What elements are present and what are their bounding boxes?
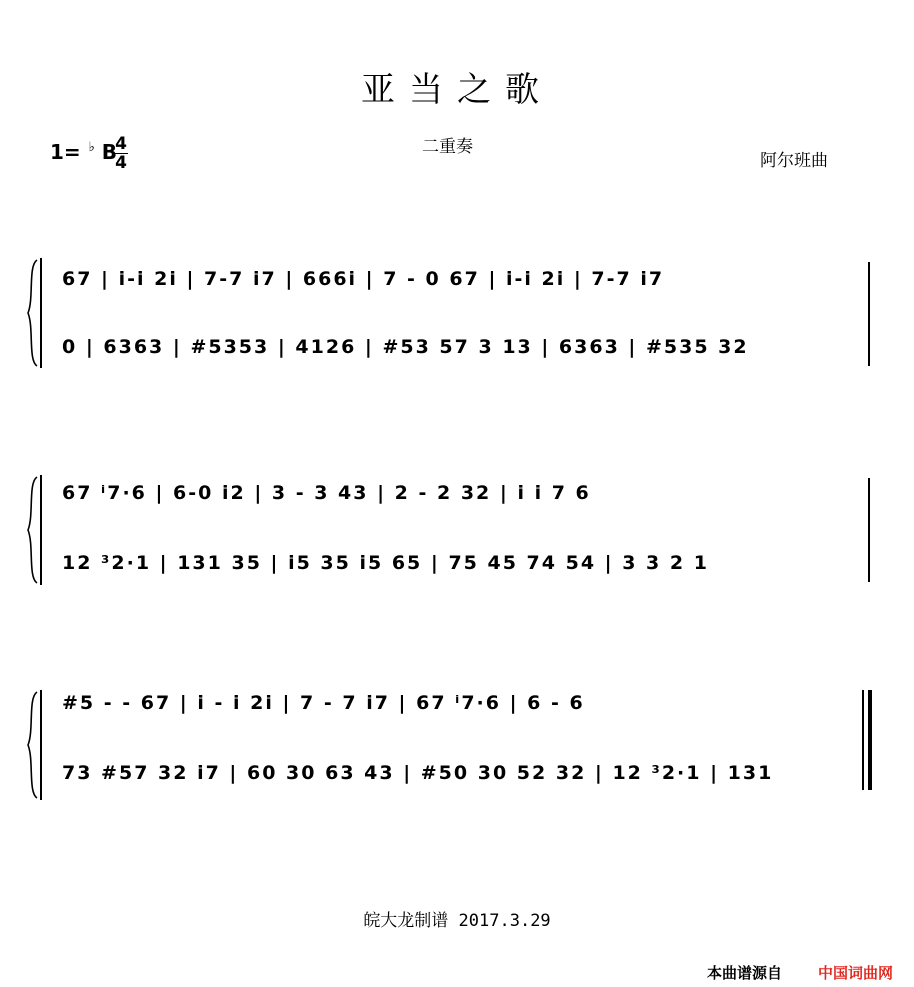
lower-notes: 0 | 6363 | #5353 | 4126 | #53 57 3 13 | 6363 | #535 32: [62, 336, 749, 358]
upper-notes: 67 | i-i 2i | 7-7 i7 | 666i | 7 - 0 67 | i-i 2i | 7-7 i7: [62, 268, 665, 290]
time-denominator: 4: [115, 153, 127, 173]
final-barline-thick: [868, 690, 872, 790]
upper-notes: 67 ⁱ7·6 | 6-0 i2 | 3 - 3 43 | 2 - 2 32 | i i 7 6: [62, 482, 591, 504]
flat-accidental: ♭: [88, 140, 95, 155]
score-title: 亚当之歌: [361, 70, 553, 110]
upper-notes: #5 - - 67 | i - i 2i | 7 - 7 i7 | 67 ⁱ7·6 | 6 - 6: [62, 692, 585, 714]
lower-notes: 12 ³2·1 | 131 35 | i5 35 i5 65 | 75 45 74 54 | 3 3 2 1: [62, 552, 709, 574]
upper-staff: [0, 692, 914, 736]
upper-staff: [0, 482, 914, 526]
site-link[interactable]: 中国词曲网: [818, 964, 894, 982]
source-label: 本曲谱源自: [707, 964, 783, 982]
key-signature: [50, 140, 117, 164]
system-end-line: [868, 262, 870, 366]
upper-staff: [0, 268, 914, 312]
subtitle: 二重奏: [422, 137, 473, 157]
lower-notes: 73 #57 32 i7 | 60 30 63 43 | #50 30 52 32 | 12 ³2·1 | 131: [62, 762, 774, 784]
transcriber-credit: 皖大龙制谱 2017.3.29: [363, 911, 551, 931]
final-barline-thin: [862, 690, 864, 790]
key-prefix: 1=: [50, 140, 81, 164]
time-signature: [114, 136, 128, 171]
composer: 阿尔班曲: [760, 151, 828, 171]
lower-staff: [0, 336, 914, 380]
system-end-line: [868, 478, 870, 582]
time-numerator: 4: [115, 134, 127, 154]
lower-staff: [0, 762, 914, 806]
key-tone: B: [101, 140, 118, 164]
lower-staff: [0, 552, 914, 596]
